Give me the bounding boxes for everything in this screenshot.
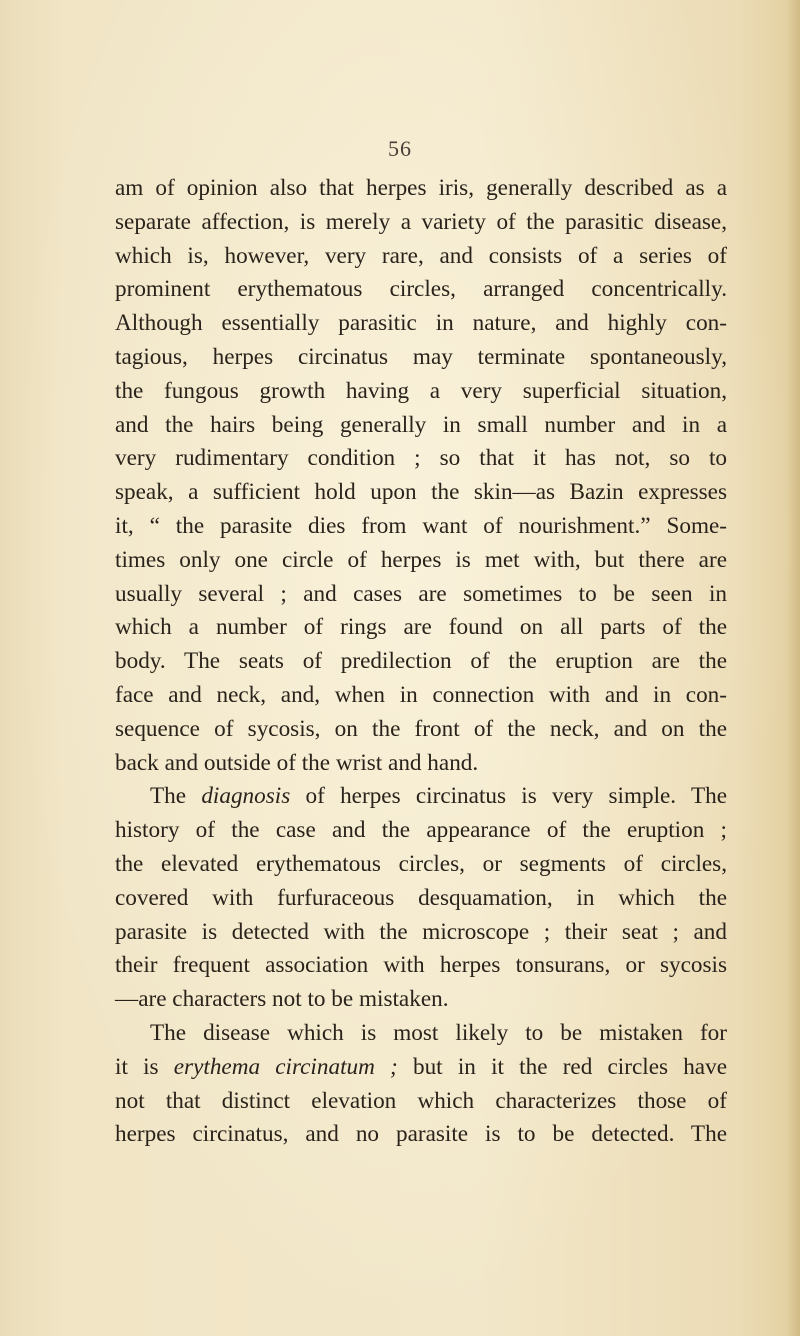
text-line: it, “ the parasite dies from want of nourishment.” Some- (115, 512, 727, 539)
text-line: which is, however, very rare, and consists of a series of (115, 242, 727, 269)
text-run: The (150, 783, 202, 810)
text-line: The disease which is most likely to be mistaken for (150, 1019, 727, 1046)
page-number: 56 (388, 136, 412, 161)
italic-term: erythema circinatum ; (173, 1053, 398, 1080)
text-line: not that distinct elevation which characterizes those of (115, 1087, 727, 1114)
text-run: it is (115, 1053, 174, 1080)
text-line: —are characters not to be mistaken. (115, 986, 449, 1013)
text-line: the elevated erythematous circles, or segments of circles, (115, 850, 727, 877)
text-line: covered with furfuraceous desquamation, in which the (115, 884, 727, 911)
text-run: but in it the red circles have (397, 1053, 727, 1080)
text-line: body. The seats of predilection of the eruption are the (115, 648, 727, 675)
text-line: face and neck, and, when in connection with and in con- (115, 681, 727, 708)
text-line: history of the case and the appearance of the eruption ; (115, 817, 727, 844)
text-line: speak, a sufficient hold upon the skin—as Bazin expresses (115, 479, 727, 506)
text-line: usually several ; and cases are sometimes to be seen in (115, 580, 727, 607)
text-line-diagnosis (115, 780, 727, 814)
text-line: prominent erythematous circles, arranged concentrically. (115, 276, 727, 303)
text-line: very rudimentary condition ; so that it has not, so to (115, 445, 727, 472)
text-line: am of opinion also that herpes iris, generally described as a (115, 175, 727, 201)
text-line: separate affection, is merely a variety of the parasitic disease, (115, 208, 727, 235)
text-line: tagious, herpes circinatus may terminate spontaneously, (115, 343, 727, 370)
italic-term: diagnosis (201, 783, 291, 810)
text-line: their frequent association with herpes tonsurans, or sycosis (115, 952, 727, 979)
text-line: parasite is detected with the microscope ; their seat ; and (115, 918, 727, 945)
text-line: Although essentially parasitic in nature, and highly con- (115, 310, 727, 337)
text-run: of herpes circinatus is very simple. The (290, 783, 727, 810)
text-line: sequence of sycosis, on the front of the neck, and on the (115, 715, 727, 742)
text-line: back and outside of the wrist and hand. (115, 749, 479, 776)
text-line: times only one circle of herpes is met with, but there are (115, 546, 727, 573)
text-line-erythema (115, 1051, 727, 1085)
text-line: the fungous growth having a very superficial situation, (115, 377, 727, 404)
text-line: which a number of rings are found on all parts of the (115, 614, 727, 641)
body-text (115, 172, 727, 1152)
text-line: and the hairs being generally in small number and in a (115, 411, 727, 438)
text-line: herpes circinatus, and no parasite is to be detected. The (115, 1121, 727, 1148)
